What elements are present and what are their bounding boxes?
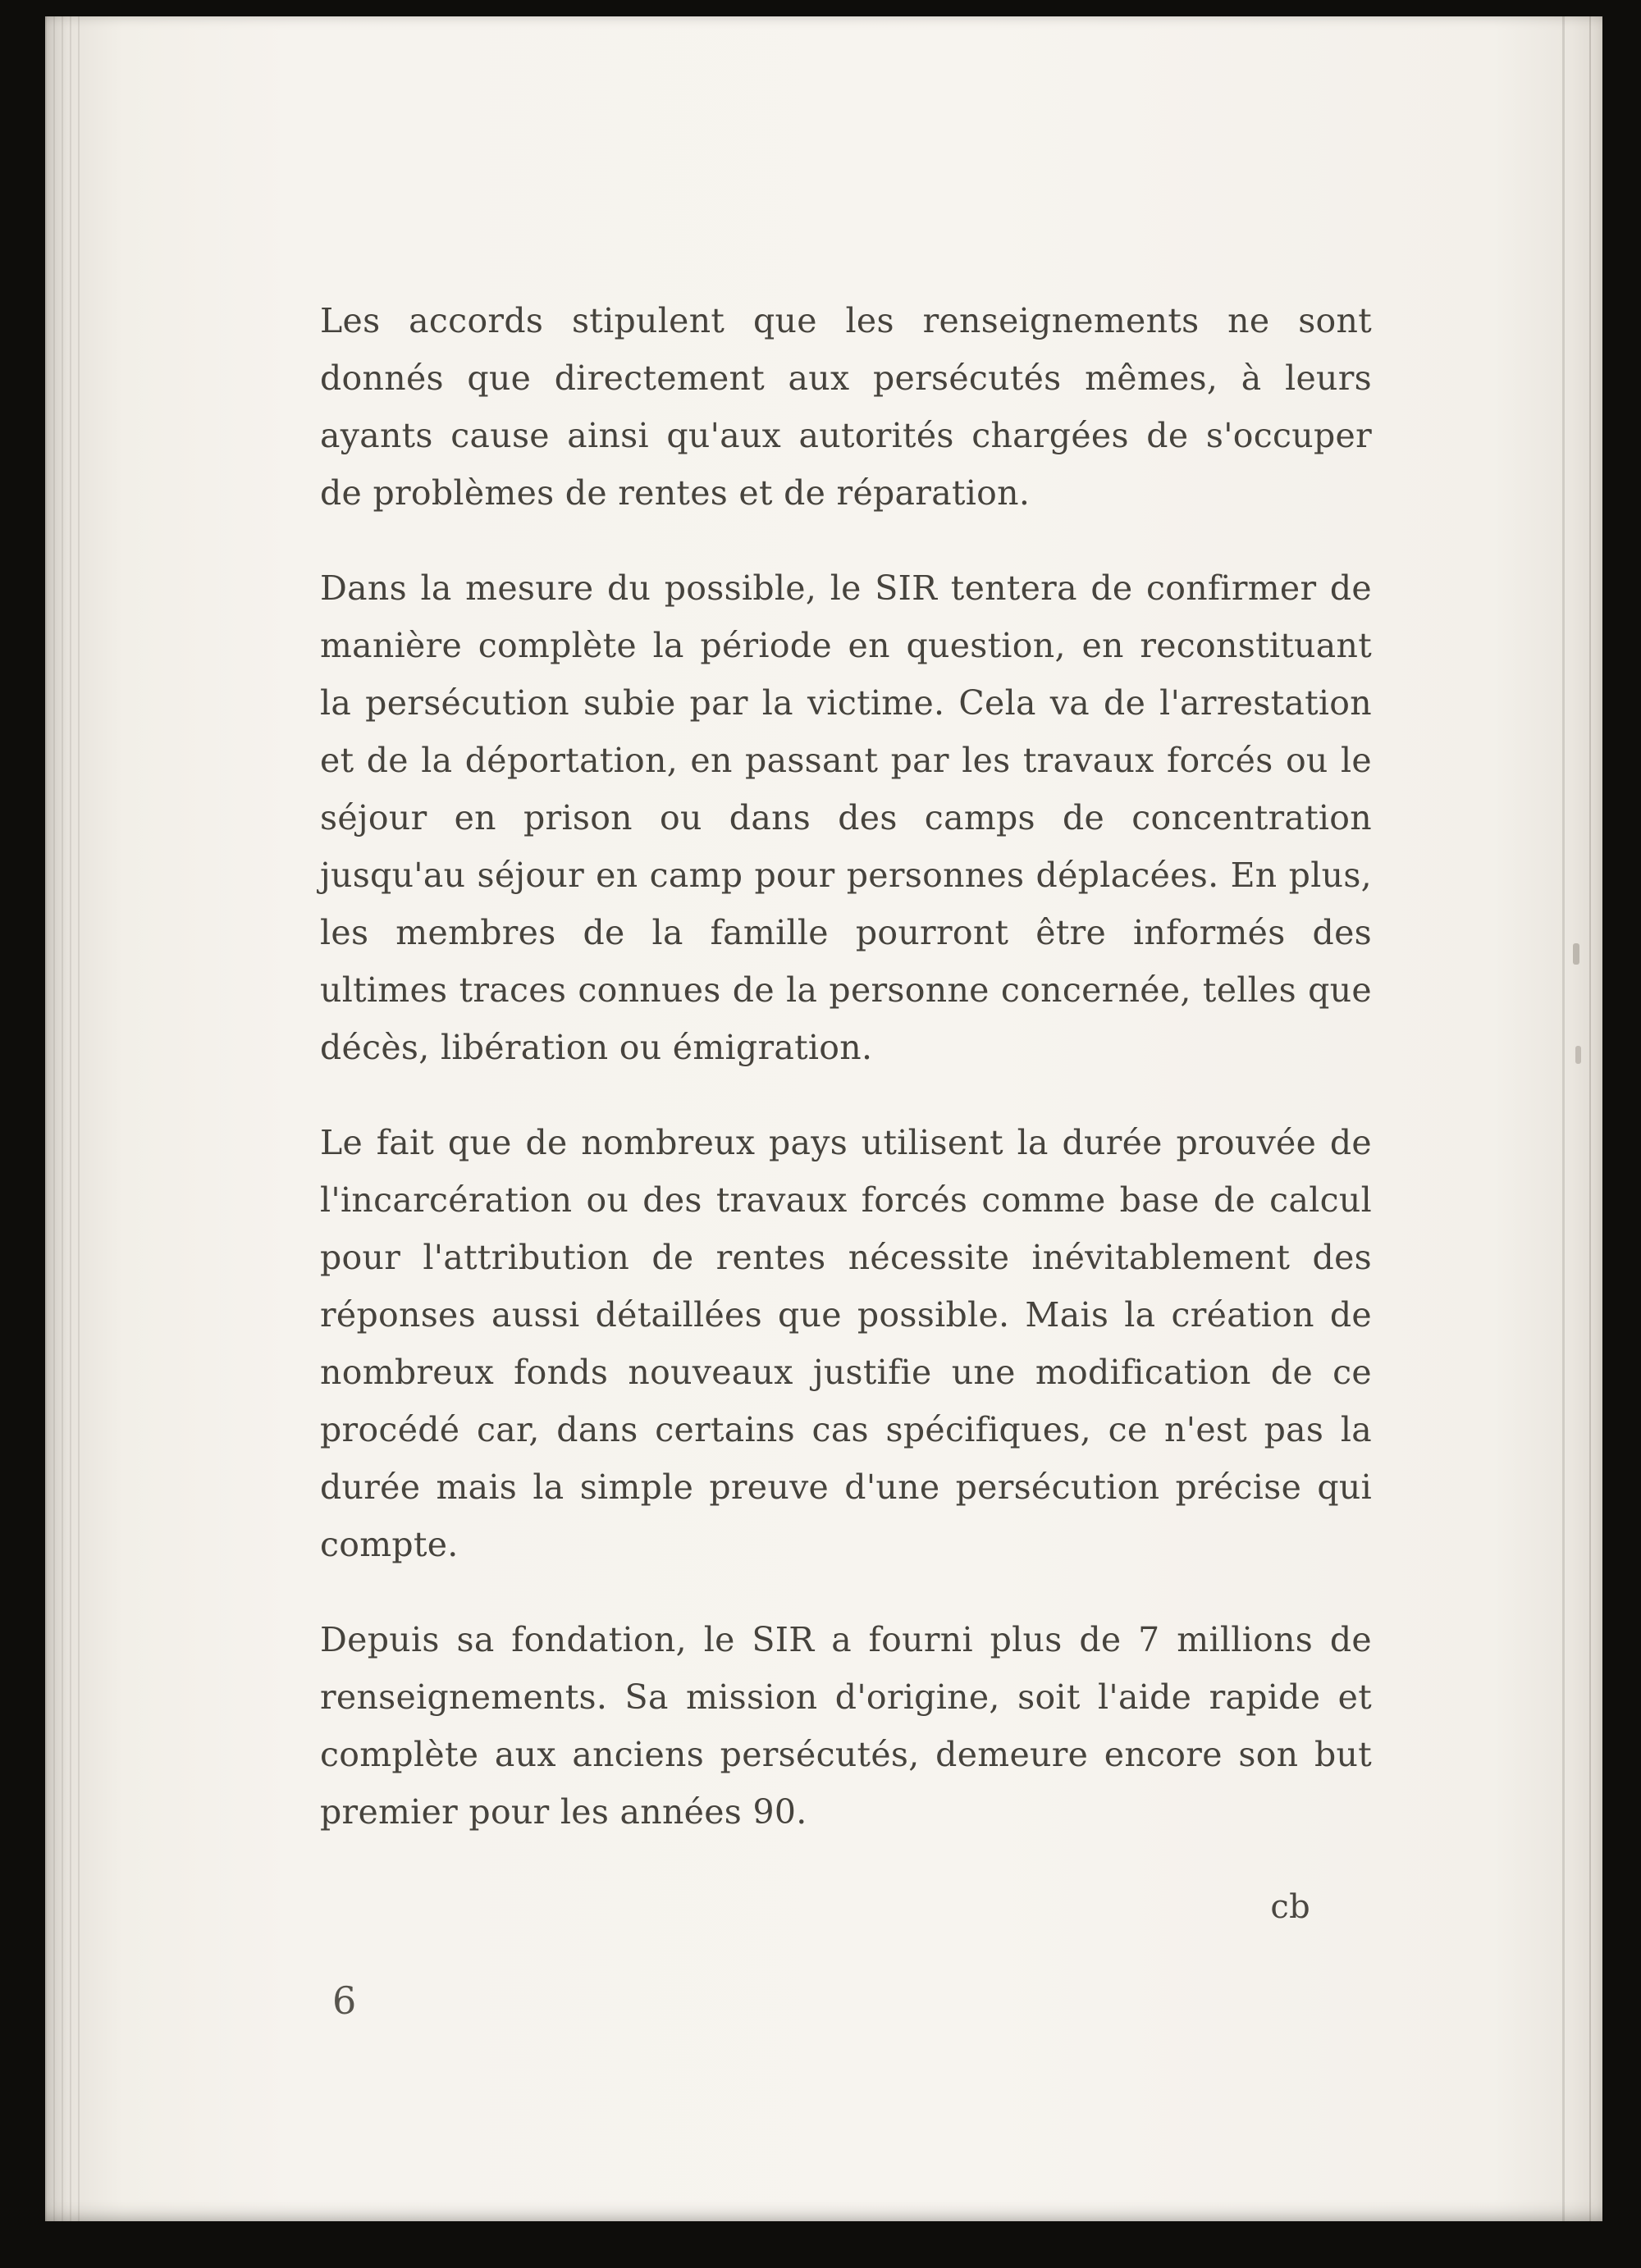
text-block — [320, 292, 1372, 1936]
paragraph: Dans la mesure du possible, le SIR tentera de confirmer de manière complète la période en question, en reconstituant la persécution subie par la victime. Cela va de l'arrestation et de la déportation, en passant par les travaux forcés ou le séjour en prison ou dans des camps de concentration jusqu'au séjour en camp pour personnes déplacées. En plus, les membres de la famille pourront être informés des ultimes traces connues de la personne concernée, telles que décès, libération ou émigration. — [320, 568, 1372, 1067]
paragraph: Le fait que de nombreux pays utilisent la durée prouvée de l'incarcération ou des travaux forcés comme base de calcul pour l'attribution de rentes nécessite inévitablement des réponses aussi détaillées que possible. Mais la création de nombreux fonds nouveaux justifie une modification de ce procédé car, dans certains cas spécifiques, ce n'est pas la durée mais la simple preuve d'une persécution précise qui compte. — [320, 1123, 1372, 1564]
page-stack-edge-left — [45, 16, 83, 2221]
book-page — [45, 16, 1602, 2221]
paragraph: Depuis sa fondation, le SIR a fourni plus de 7 millions de renseignements. Sa mission d'origine, soit l'aide rapide et complète aux anciens persécutés, demeure encore son but premier pour les années 90. — [320, 1620, 1372, 1832]
page-crease-right — [1562, 16, 1565, 2221]
page-number: 6 — [332, 1978, 357, 2023]
scan-artifact — [1575, 1046, 1581, 1064]
paragraph: Les accords stipulent que les renseignements ne sont donnés que directement aux persécutés mêmes, à leurs ayants cause ainsi qu'aux autorités chargées de s'occuper de problèmes de rentes et de réparation. — [320, 301, 1372, 513]
scan-artifact — [1573, 943, 1579, 965]
author-initials: cb — [1270, 1888, 1310, 1926]
page-edge-right — [1589, 16, 1591, 2221]
